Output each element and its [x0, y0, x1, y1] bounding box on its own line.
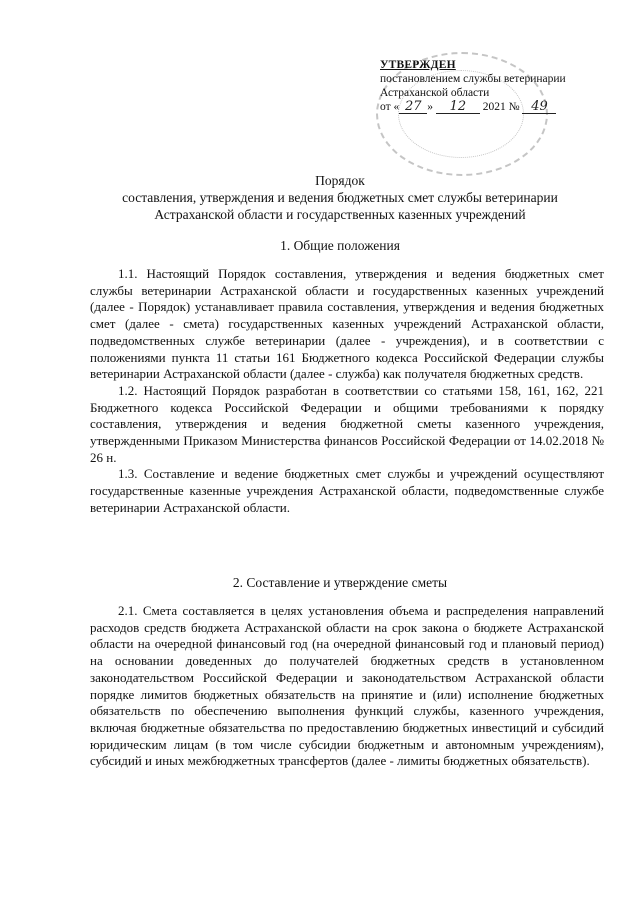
- document-title-line-1: Порядок: [315, 173, 365, 188]
- document-title-line-2: составления, утверждения и ведения бюджетных смет службы ветеринарии: [122, 190, 558, 205]
- approval-day-handwritten: 27: [399, 100, 427, 114]
- document-title-line-3: Астраханской области и государственных казенных учреждений: [154, 207, 526, 222]
- paragraph-1-3: 1.3. Составление и ведение бюджетных смет службы и учреждений осуществляют государственные казенные учреждения Астраханской области, подведомственные службе ветеринарии Астраханской области.: [90, 466, 604, 515]
- document-title: [60, 172, 620, 223]
- approval-block: [380, 58, 610, 114]
- approval-date-mid: »: [427, 101, 436, 113]
- approval-year-number-label: 2021 №: [479, 101, 520, 113]
- section-2-heading: 2. Составление и утверждение сметы: [232, 575, 448, 590]
- approval-number-handwritten: 49: [522, 100, 556, 114]
- approval-title: УТВЕРЖДЕН: [380, 59, 456, 71]
- section-1-heading: 1. Общие положения: [280, 238, 400, 253]
- section-1-body: [90, 266, 604, 517]
- approval-line-2: Астраханской области: [380, 87, 490, 99]
- approval-date-prefix: от «: [380, 101, 400, 113]
- paragraph-1-2: 1.2. Настоящий Порядок разработан в соответствии со статьями 158, 161, 162, 221 Бюджетного кодекса Российской Федерации и общими требованиями к порядку составления, утверждения и ведения бюджетной сметы казенного учреждения, утвержденными Приказом Министерства финансов Российской Федерации от 14.02.2018 № 26 н.: [90, 382, 604, 465]
- approval-date-row: [380, 100, 610, 114]
- paragraph-1-1: 1.1. Настоящий Порядок составления, утверждения и ведения бюджетных смет службы ветеринарии Астраханской области и государственных казенных учреждений (далее - Порядок) устанавливает правила составления, утверждения и ведения бюджетных смет (далее - смета) государственных казенных учреждений Астраханской области, подведомственных службе ветеринарии (далее - учреждения), и в соответствии с положениями пункта 11 статьи 161 Бюджетного кодекса Российской Федерации службы ветеринарии Астраханской области (далее - служба) как получателя бюджетных средств.: [90, 266, 604, 382]
- paragraph-2-1: 2.1. Смета составляется в целях установления объема и распределения направлений расходов средств бюджета Астраханской области на срок закона о бюджете Астраханской области на очередной финансовый год (на очередной финансовый год и плановый период) на основании доведенных до получателей бюджетных средств в установленном законодательством Российской Федерации и законодательством Астраханской области порядке лимитов бюджетных обязательств на принятие и (или) исполнение бюджетных обязательств по обеспечению выполнения функций службы, казенного учреждения, включая бюджетные обязательства по предоставлению бюджетных инвестиций и субсидий юридическим лицам (в том числе субсидии бюджетным и автономным учреждениям), субсидий и иных межбюджетных трансфертов (далее - лимиты бюджетных обязательств).: [90, 603, 604, 769]
- approval-line-1: постановлением службы ветеринарии: [380, 73, 566, 85]
- approval-month-handwritten: 12: [436, 100, 480, 114]
- section-2-body: [90, 603, 604, 770]
